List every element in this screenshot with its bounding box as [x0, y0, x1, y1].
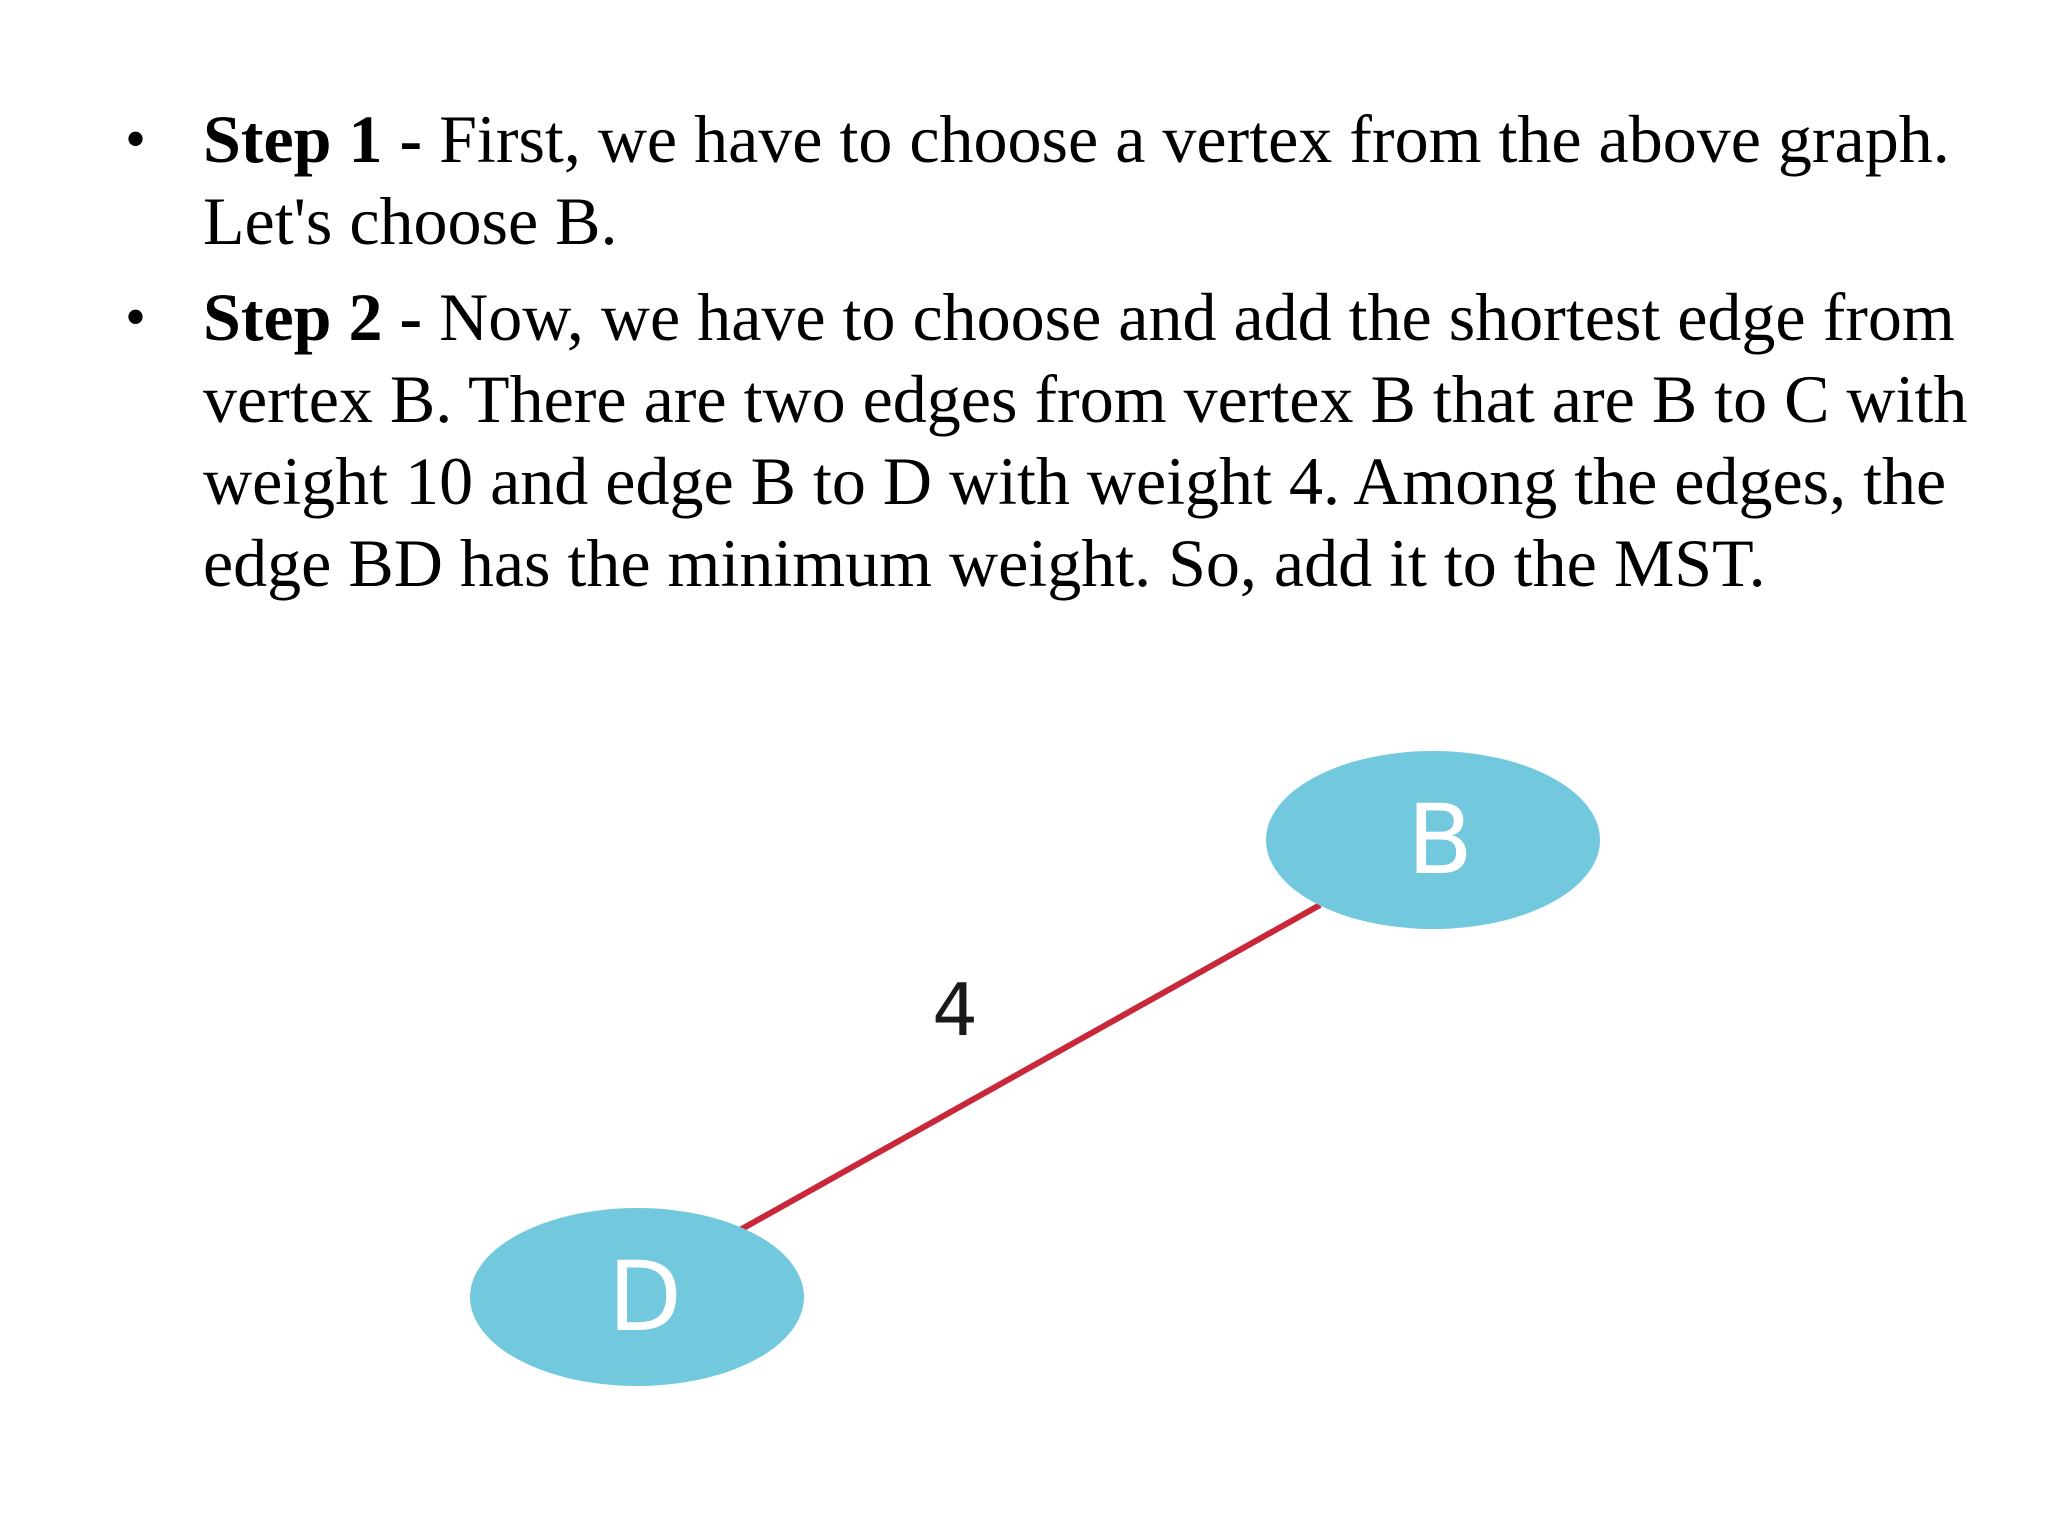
step-2-label: Step 2 - — [203, 279, 423, 355]
node-d — [470, 1208, 804, 1386]
step-1-text: First, we have to choose a vertex from the above graph. Let's choose B. — [203, 101, 1950, 259]
edge-weight-label: 4 — [932, 968, 978, 1052]
node-b — [1266, 751, 1600, 929]
step-2-text: Now, we have to choose and add the shortest edge from vertex B. There are two edges from vertex B that are B to C with weight 10 and edge B to D with weight 4. Among the edges, the edge BD has the minimum weight. So, add it to the MST. — [203, 279, 1968, 601]
edge-b-d — [740, 905, 1320, 1230]
node-d-label: D — [608, 1241, 682, 1353]
bullet-dot-icon: • — [125, 284, 147, 350]
node-b-label: B — [1407, 784, 1473, 896]
step-1-label: Step 1 - — [203, 101, 423, 177]
bullet-dot-icon: • — [125, 106, 147, 172]
